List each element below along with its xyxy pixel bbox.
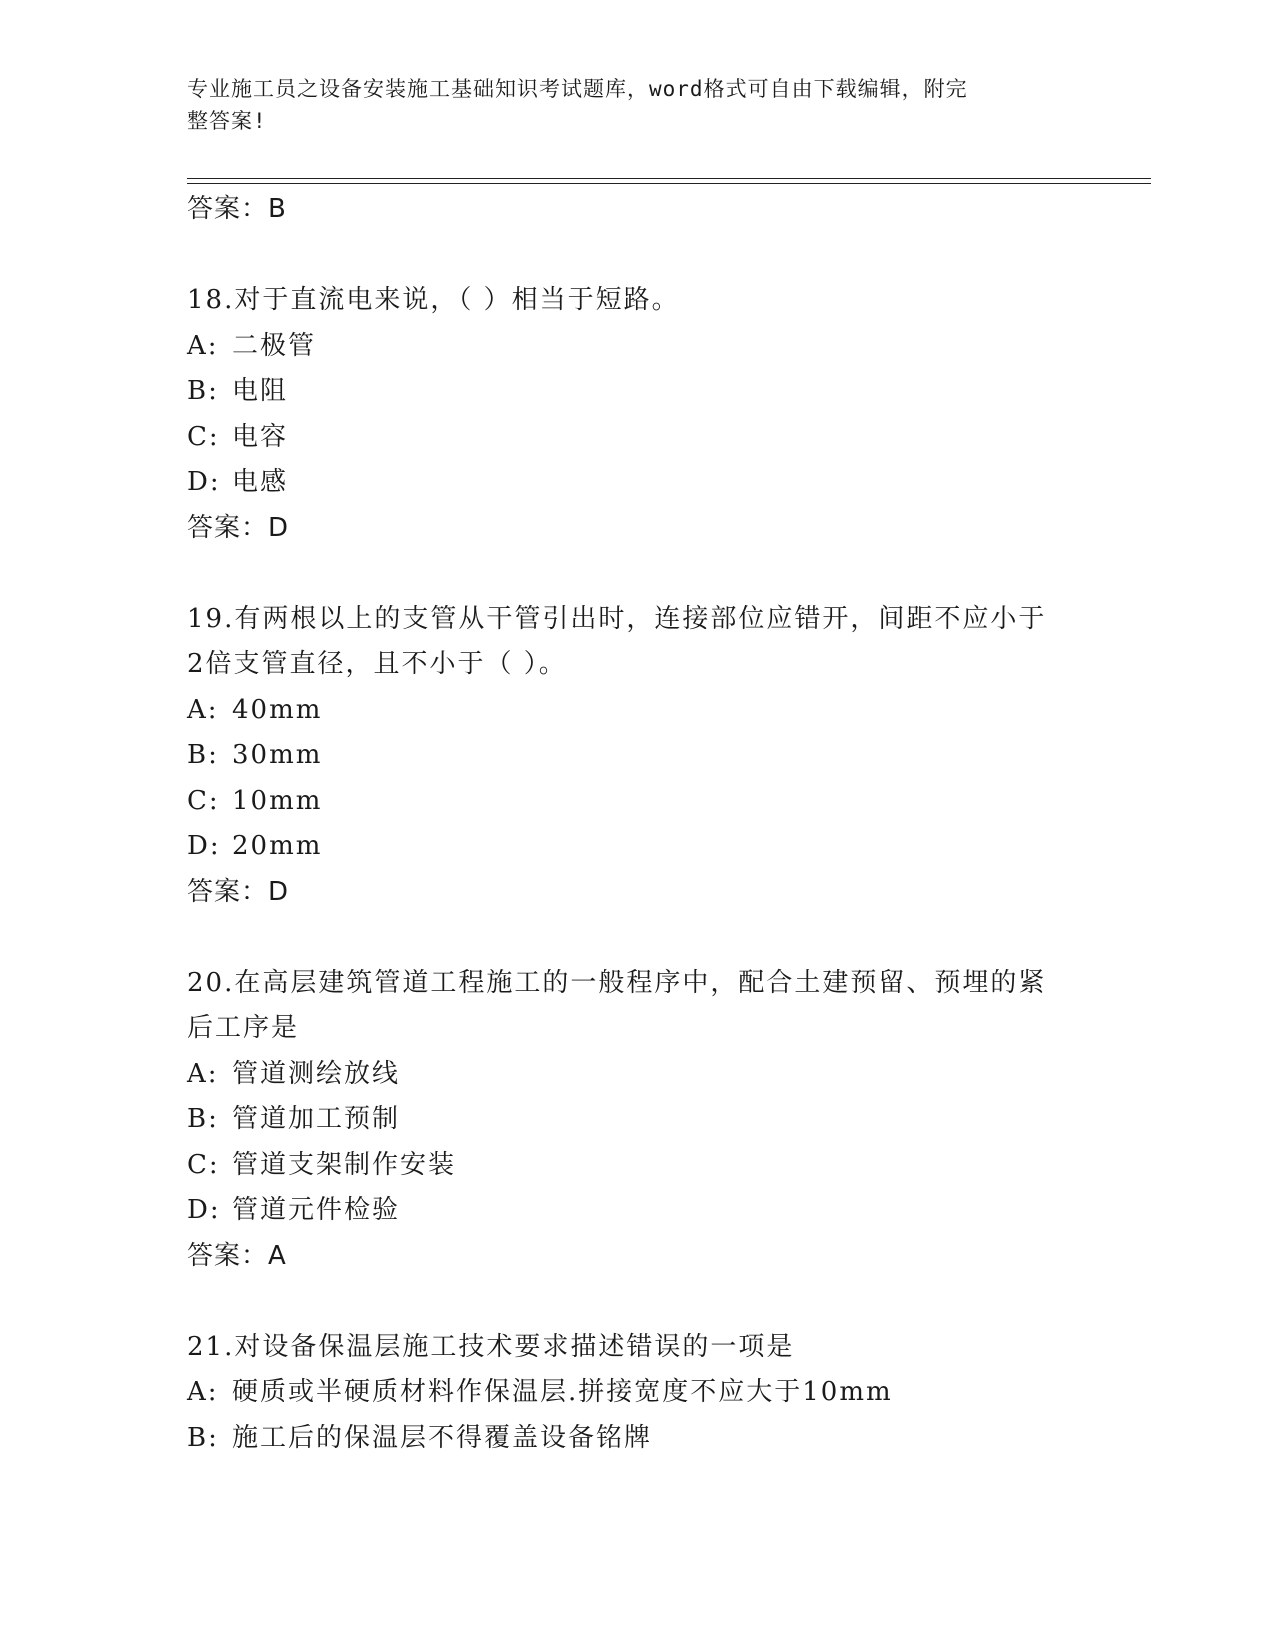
option-a bbox=[187, 688, 1087, 734]
option-a bbox=[187, 1370, 1087, 1416]
question-text: 21.对设备保温层施工技术要求描述错误的一项是 bbox=[187, 1331, 795, 1362]
spacer bbox=[187, 1279, 1087, 1325]
option-text: 二极管 bbox=[232, 330, 317, 361]
option-letter: B: bbox=[187, 1104, 219, 1134]
option-text: 电感 bbox=[232, 467, 289, 497]
header-line-2: 整答案! bbox=[187, 109, 267, 133]
option-d bbox=[187, 1188, 1087, 1234]
option-b bbox=[187, 1097, 1087, 1143]
option-a bbox=[187, 324, 1087, 370]
option-letter: C: bbox=[187, 1149, 220, 1180]
question-20 bbox=[187, 961, 1087, 1280]
answer-line: 答案：D bbox=[187, 876, 290, 907]
answer-line: 答案：A bbox=[187, 1240, 287, 1271]
option-text: 管道加工预制 bbox=[232, 1104, 401, 1134]
spacer bbox=[187, 233, 1087, 279]
option-b bbox=[187, 733, 1087, 779]
question-text-cont: 2倍支管直径，且不小于（ ）。 bbox=[187, 649, 567, 679]
option-c bbox=[187, 1143, 1087, 1189]
question-18 bbox=[187, 278, 1087, 551]
option-letter: A: bbox=[187, 330, 219, 361]
option-d bbox=[187, 824, 1087, 870]
option-letter: B: bbox=[187, 376, 219, 406]
option-text: 20mm bbox=[232, 831, 323, 861]
spacer bbox=[187, 915, 1087, 961]
option-b bbox=[187, 1416, 1087, 1462]
question-text: 19.有两根以上的支管从干管引出时，连接部位应错开，间距不应小于 bbox=[187, 603, 1047, 634]
option-letter: D: bbox=[187, 831, 221, 861]
spacer bbox=[187, 551, 1087, 597]
question-text-cont: 后工序是 bbox=[187, 1013, 300, 1043]
answer-line: 答案：B bbox=[187, 194, 287, 224]
header-line-1: 专业施工员之设备安装施工基础知识考试题库，word格式可自由下载编辑，附完 bbox=[187, 77, 968, 101]
option-b bbox=[187, 369, 1087, 415]
option-text: 管道支架制作安装 bbox=[232, 1149, 457, 1180]
option-letter: A: bbox=[187, 1377, 219, 1407]
option-text: 10mm bbox=[232, 785, 323, 816]
option-text: 电容 bbox=[232, 421, 289, 452]
option-letter: A: bbox=[187, 1058, 219, 1089]
option-text: 电阻 bbox=[232, 376, 289, 406]
option-letter: B: bbox=[187, 1422, 219, 1453]
option-c bbox=[187, 415, 1087, 461]
option-letter: A: bbox=[187, 694, 219, 725]
option-c bbox=[187, 779, 1087, 825]
question-text: 20.在高层建筑管道工程施工的一般程序中，配合土建预留、预埋的紧 bbox=[187, 967, 1047, 998]
option-letter: D: bbox=[187, 467, 221, 497]
document-header bbox=[187, 73, 1057, 137]
question-text: 18.对于直流电来说，（ ）相当于短路。 bbox=[187, 285, 680, 315]
document-body bbox=[187, 187, 1087, 1461]
header-divider-top bbox=[187, 178, 1151, 179]
question-21 bbox=[187, 1325, 1087, 1462]
option-text: 管道测绘放线 bbox=[232, 1058, 401, 1089]
question-19 bbox=[187, 597, 1087, 916]
option-text: 施工后的保温层不得覆盖设备铭牌 bbox=[232, 1422, 653, 1453]
option-letter: D: bbox=[187, 1195, 221, 1225]
answer-line: 答案：D bbox=[187, 512, 290, 543]
option-letter: C: bbox=[187, 785, 220, 816]
option-letter: C: bbox=[187, 421, 220, 452]
option-text: 30mm bbox=[232, 740, 323, 770]
option-text: 40mm bbox=[232, 694, 323, 725]
option-a bbox=[187, 1052, 1087, 1098]
option-d bbox=[187, 460, 1087, 506]
option-text: 硬质或半硬质材料作保温层.拼接宽度不应大于10mm bbox=[232, 1377, 893, 1407]
option-letter: B: bbox=[187, 740, 219, 770]
header-divider-bottom bbox=[187, 183, 1151, 184]
option-text: 管道元件检验 bbox=[232, 1195, 401, 1225]
